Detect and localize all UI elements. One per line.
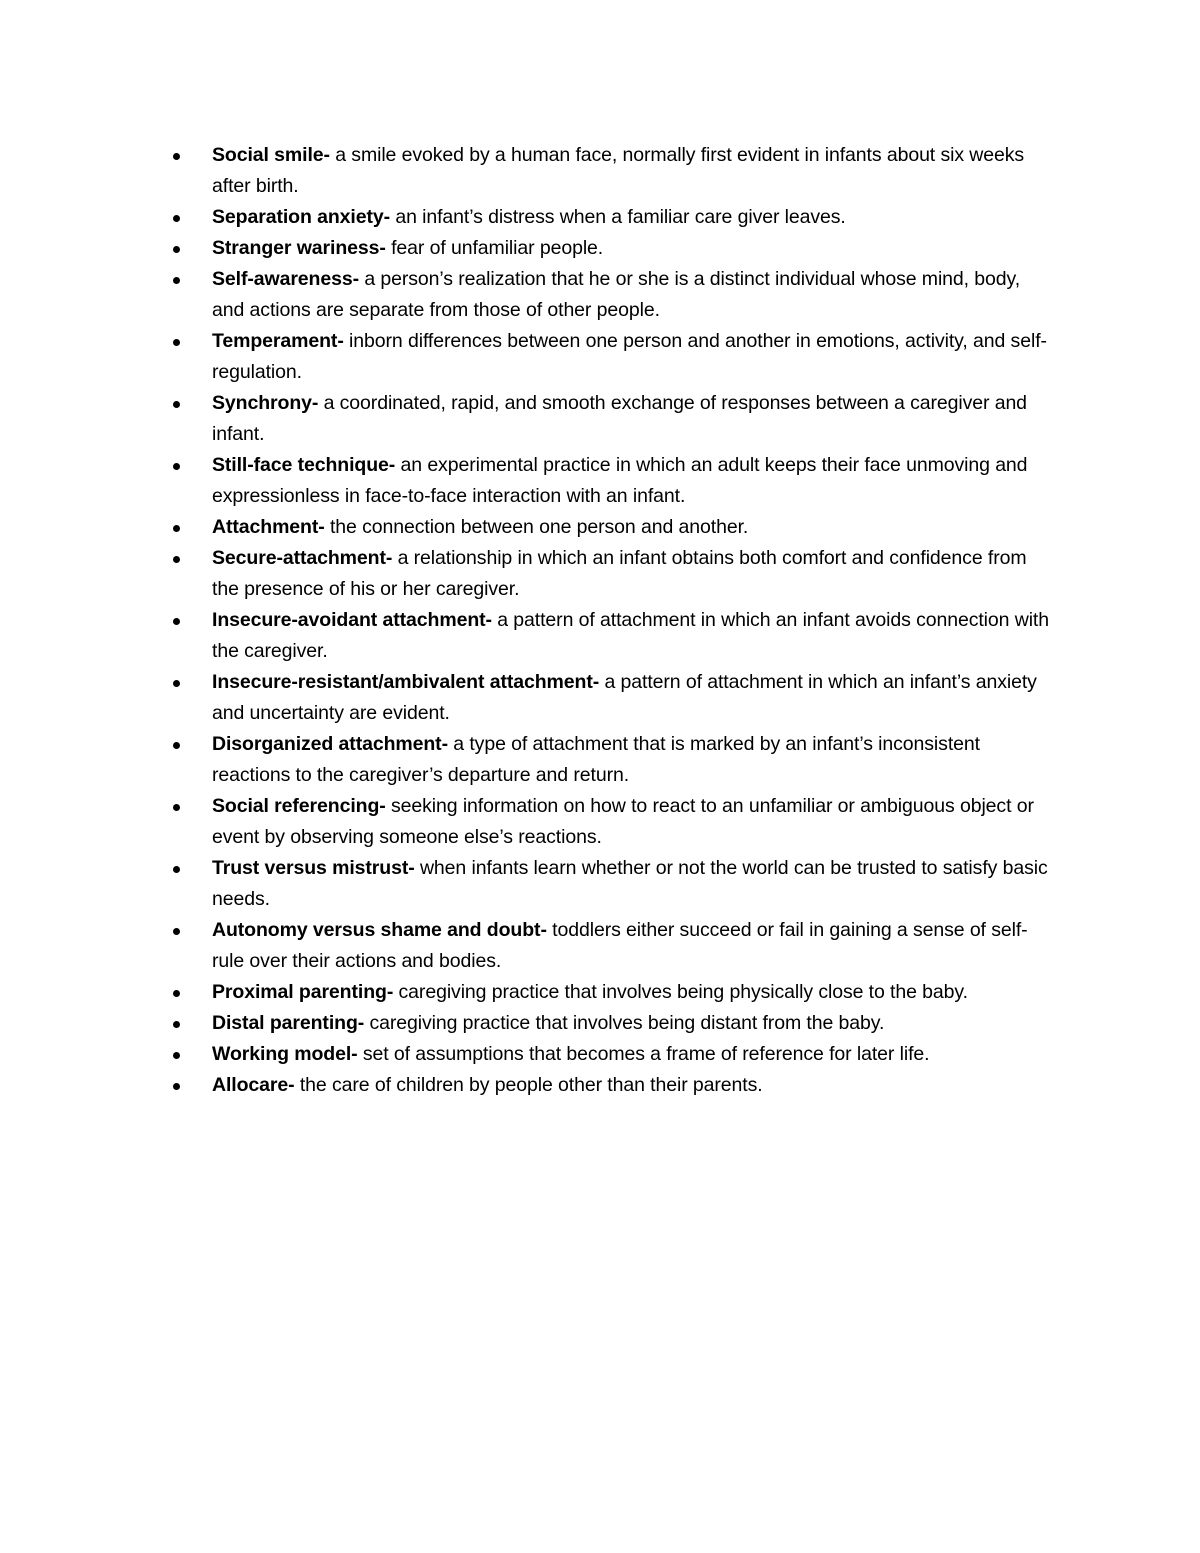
list-item xyxy=(166,264,1056,326)
term-label: Insecure-resistant/ambivalent attachment- xyxy=(212,671,600,693)
list-item xyxy=(166,140,1056,202)
list-item xyxy=(166,233,1056,264)
list-item xyxy=(166,605,1056,667)
term-definition: a pattern of attachment in which an infant avoids connection with the caregiver. xyxy=(212,609,1049,662)
term-label: Proximal parenting- xyxy=(212,981,394,1003)
list-item xyxy=(166,977,1056,1008)
term-label: Trust versus mistrust- xyxy=(212,857,415,879)
term-definition: a person’s realization that he or she is a distinct individual whose mind, body, and actions are separate from those of other people. xyxy=(212,268,1021,321)
list-item xyxy=(166,326,1056,388)
list-item xyxy=(166,1070,1056,1101)
term-definition: caregiving practice that involves being distant from the baby. xyxy=(364,1012,885,1034)
list-item xyxy=(166,729,1056,791)
term-label: Temperament- xyxy=(212,330,344,352)
list-item xyxy=(166,512,1056,543)
term-definition: a type of attachment that is marked by an infant’s inconsistent reactions to the caregiver’s departure and return. xyxy=(212,733,980,786)
term-definition: a smile evoked by a human face, normally first evident in infants about six weeks after birth. xyxy=(212,144,1025,197)
term-label: Working model- xyxy=(212,1043,358,1065)
bullet-icon xyxy=(173,618,180,625)
bullet-icon xyxy=(173,525,180,532)
list-item xyxy=(166,388,1056,450)
bullet-icon xyxy=(173,866,180,873)
term-label: Allocare- xyxy=(212,1074,295,1096)
term-label: Stranger wariness- xyxy=(212,237,386,259)
term-definition: the connection between one person and another. xyxy=(324,516,749,538)
term-label: Secure-attachment- xyxy=(212,547,393,569)
term-definition: a relationship in which an infant obtains both comfort and confidence from the presence of his or her caregiver. xyxy=(212,547,1027,600)
bullet-icon xyxy=(173,680,180,687)
list-item xyxy=(166,1008,1056,1039)
term-label: Attachment- xyxy=(212,516,325,538)
bullet-icon xyxy=(173,1083,180,1090)
list-item xyxy=(166,791,1056,853)
list-item xyxy=(166,667,1056,729)
bullet-icon xyxy=(173,153,180,160)
term-label: Still-face technique- xyxy=(212,454,396,476)
term-label: Autonomy versus shame and doubt- xyxy=(212,919,547,941)
term-definition: a coordinated, rapid, and smooth exchange of responses between a caregiver and infant. xyxy=(212,392,1027,445)
term-definition: the care of children by people other than their parents. xyxy=(294,1074,763,1096)
term-definition: toddlers either succeed or fail in gaining a sense of self-rule over their actions and bodies. xyxy=(212,919,1028,972)
term-label: Social referencing- xyxy=(212,795,386,817)
term-label: Synchrony- xyxy=(212,392,319,414)
term-definition: an infant’s distress when a familiar care giver leaves. xyxy=(390,206,846,228)
bullet-icon xyxy=(173,990,180,997)
bullet-icon xyxy=(173,1021,180,1028)
term-definition: set of assumptions that becomes a frame of reference for later life. xyxy=(357,1043,930,1065)
term-definition: a pattern of attachment in which an infant’s anxiety and uncertainty are evident. xyxy=(212,671,1037,724)
term-label: Separation anxiety- xyxy=(212,206,390,228)
list-item xyxy=(166,543,1056,605)
list-item xyxy=(166,853,1056,915)
bullet-icon xyxy=(173,556,180,563)
term-label: Self-awareness- xyxy=(212,268,359,290)
glossary-list xyxy=(166,140,1056,1101)
term-definition: caregiving practice that involves being physically close to the baby. xyxy=(393,981,968,1003)
bullet-icon xyxy=(173,742,180,749)
term-label: Disorganized attachment- xyxy=(212,733,448,755)
term-definition: an experimental practice in which an adult keeps their face unmoving and expressionless in face-to-face interaction with an infant. xyxy=(212,454,1028,507)
term-definition: fear of unfamiliar people. xyxy=(385,237,604,259)
list-item xyxy=(166,915,1056,977)
term-definition: inborn differences between one person and another in emotions, activity, and self-regulation. xyxy=(212,330,1047,383)
term-label: Distal parenting- xyxy=(212,1012,365,1034)
list-item xyxy=(166,450,1056,512)
term-label: Social smile- xyxy=(212,144,330,166)
bullet-icon xyxy=(173,1052,180,1059)
term-definition: when infants learn whether or not the world can be trusted to satisfy basic needs. xyxy=(212,857,1048,910)
bullet-icon xyxy=(173,463,180,470)
bullet-icon xyxy=(173,804,180,811)
term-definition: seeking information on how to react to an unfamiliar or ambiguous object or event by observing someone else’s reactions. xyxy=(212,795,1034,848)
list-item xyxy=(166,202,1056,233)
bullet-icon xyxy=(173,401,180,408)
bullet-icon xyxy=(173,246,180,253)
bullet-icon xyxy=(173,928,180,935)
list-item xyxy=(166,1039,1056,1070)
term-label: Insecure-avoidant attachment- xyxy=(212,609,492,631)
bullet-icon xyxy=(173,215,180,222)
bullet-icon xyxy=(173,277,180,284)
bullet-icon xyxy=(173,339,180,346)
